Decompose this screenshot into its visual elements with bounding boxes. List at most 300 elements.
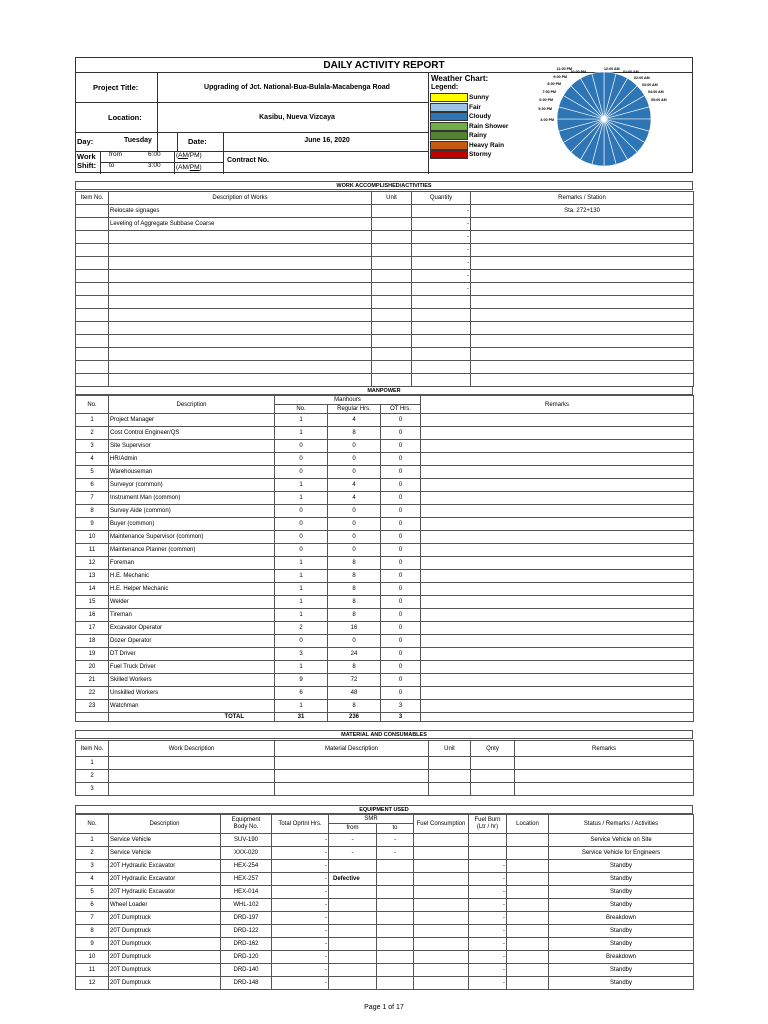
work-item-no [76,218,109,231]
eq-body-no: HEX-014 [221,886,272,899]
mp-regular: 24 [328,648,381,661]
eq-body-no: HEX-257 [221,873,272,886]
mp-regular: 8 [328,609,381,622]
mp-no: 13 [76,570,109,583]
mp-header-mh-no: No. [275,405,328,414]
eq-fuel [414,899,469,912]
mat-item-no: 3 [76,783,109,796]
eq-total-hrs: - [272,847,329,860]
work-row [76,283,694,296]
legend-item [430,131,508,141]
eq-status: Standby [549,873,694,886]
mp-count: 1 [275,583,328,596]
eq-header-location: Location [507,815,549,834]
eq-total-hrs: - [272,834,329,847]
work-row [76,374,694,387]
eq-total-hrs: - [272,977,329,990]
work-row [76,348,694,361]
day-label: Day: [77,137,94,146]
mp-ot: 0 [381,635,421,648]
legend-label-text: Rain Shower [469,122,509,130]
mp-ot: 0 [381,609,421,622]
eq-desc: 20T Dumptruck [109,925,221,938]
eq-header-fuel: Fuel Consumption [414,815,469,834]
mp-no: 12 [76,557,109,570]
eq-body-no: SUV-190 [221,834,272,847]
work-unit [372,270,412,283]
eq-status: Breakdown [549,912,694,925]
work-remarks: Sta. 272+130 [471,205,694,218]
equipment-row [76,860,694,873]
mp-no: 7 [76,492,109,505]
work-row [76,205,694,218]
mp-regular: 0 [328,440,381,453]
mat-header-material: Material Description [275,741,429,757]
mp-desc: Skilled Workers [109,674,275,687]
work-unit [372,218,412,231]
work-row [76,322,694,335]
eq-total-hrs: - [272,964,329,977]
eq-fuel [414,925,469,938]
mp-remarks [421,570,694,583]
eq-smr-to [377,951,414,964]
legend-item [430,103,508,113]
eq-no: 5 [76,886,109,899]
mp-count: 1 [275,570,328,583]
manpower-row [76,570,694,583]
equipment-row [76,964,694,977]
eq-burn: - [469,951,507,964]
work-qty: - [412,244,471,257]
manpower-row [76,414,694,427]
mp-ot: 0 [381,492,421,505]
materials-table [75,740,694,796]
work-desc [109,244,372,257]
mp-count: 2 [275,622,328,635]
eq-header-from: from [329,824,377,834]
mp-ot: 0 [381,622,421,635]
work-row [76,335,694,348]
eq-burn: - [469,873,507,886]
from-label: from [109,151,122,158]
work-shift-label-1: Work [77,152,96,161]
eq-location [507,834,549,847]
mp-no: 10 [76,531,109,544]
work-desc [109,231,372,244]
eq-smr-from [329,977,377,990]
mp-remarks [421,505,694,518]
eq-smr-to: - [377,834,414,847]
eq-smr-to [377,938,414,951]
mp-ot: 0 [381,661,421,674]
mp-ot: 0 [381,479,421,492]
eq-burn: - [469,938,507,951]
work-qty: - [412,257,471,270]
work-item-no [76,361,109,374]
work-item-no [76,348,109,361]
eq-desc: 20T Hydraulic Excavator [109,860,221,873]
mp-ot: 0 [381,596,421,609]
materials-header-row [76,741,694,757]
manpower-table [75,395,694,722]
eq-fuel [414,847,469,860]
eq-body-no: WHL-102 [221,899,272,912]
eq-header-body [221,815,272,834]
work-desc: Relocate signages [109,205,372,218]
eq-status: Standby [549,977,694,990]
equipment-row [76,925,694,938]
mat-unit [429,783,471,796]
manpower-row [76,479,694,492]
work-remarks [471,231,694,244]
work-header-qty: Quantity [412,192,471,205]
eq-total-hrs: - [272,899,329,912]
mp-regular: 0 [328,466,381,479]
mp-total-regular: 236 [328,713,381,722]
eq-smr-from [329,912,377,925]
manpower-row [76,453,694,466]
mp-ot: 0 [381,557,421,570]
work-remarks [471,374,694,387]
clock-label: 12:00 AM [604,67,620,71]
mp-desc: Maintenance Planner (common) [109,544,275,557]
mp-desc: Tireman [109,609,275,622]
eq-no: 4 [76,873,109,886]
mp-ot: 0 [381,648,421,661]
eq-smr-to [377,925,414,938]
mp-regular: 4 [328,479,381,492]
eq-no: 7 [76,912,109,925]
materials-section-title: MATERIAL AND CONSUMABLES [75,730,693,739]
mp-ot: 0 [381,583,421,596]
work-unit [372,283,412,296]
eq-smr-to: - [377,847,414,860]
mp-remarks [421,466,694,479]
mp-remarks [421,531,694,544]
eq-burn: - [469,925,507,938]
eq-location [507,912,549,925]
eq-header-burn-2: (Ltr / hr) [476,824,499,830]
eq-smr-to [377,912,414,925]
report-title: DAILY ACTIVITY REPORT [75,57,693,73]
work-remarks [471,348,694,361]
eq-status: Service Vehicle for Engineers [549,847,694,860]
work-qty [412,322,471,335]
work-header-unit: Unit [372,192,412,205]
eq-location [507,951,549,964]
mp-ot: 0 [381,505,421,518]
work-unit [372,335,412,348]
mp-remarks [421,557,694,570]
eq-fuel [414,964,469,977]
eq-desc: 20T Dumptruck [109,977,221,990]
mat-remarks [515,757,694,770]
equipment-row [76,834,694,847]
legend-swatch [430,141,468,150]
mp-no: 11 [76,544,109,557]
eq-no: 8 [76,925,109,938]
eq-smr-from [329,860,377,873]
mp-desc: Maintenance Supervisor (common) [109,531,275,544]
eq-desc: 20T Dumptruck [109,938,221,951]
eq-smr-from [329,899,377,912]
day-value: Tuesday [124,137,152,144]
mp-count: 1 [275,596,328,609]
mp-regular: 0 [328,531,381,544]
eq-header-status: Status / Remarks / Activities [549,815,694,834]
manpower-row [76,648,694,661]
mp-count: 1 [275,479,328,492]
clock-label: 11:00 PM [556,67,572,71]
clock-label: 01:00 AM [623,70,639,74]
legend-label: Legend: [431,84,459,91]
contract-label: Contract No. [227,157,269,164]
eq-location [507,964,549,977]
eq-status: Standby [549,938,694,951]
mp-desc: Fuel Truck Driver [109,661,275,674]
date-value: June 16, 2020 [304,137,350,144]
eq-smr-to [377,977,414,990]
from-am-selected: AM [178,152,188,159]
eq-location [507,847,549,860]
mp-regular: 16 [328,622,381,635]
eq-location [507,860,549,873]
mp-desc: Dozer Operator [109,635,275,648]
project-header [75,67,693,173]
equipment-row [76,938,694,951]
mp-count: 0 [275,466,328,479]
mp-count: 0 [275,635,328,648]
work-desc [109,309,372,322]
eq-burn: - [469,860,507,873]
eq-total-hrs: - [272,886,329,899]
mp-no: 9 [76,518,109,531]
mp-remarks [421,492,694,505]
mp-total-label: TOTAL [109,713,275,722]
equipment-row [76,977,694,990]
eq-total-hrs: - [272,912,329,925]
work-unit [372,348,412,361]
page-footer: Page 1 of 17 [364,1004,404,1011]
work-qty [412,361,471,374]
mp-ot: 0 [381,687,421,700]
mp-count: 0 [275,440,328,453]
to-label: to [109,162,115,169]
mp-regular: 0 [328,505,381,518]
mp-regular: 0 [328,544,381,557]
work-item-no [76,270,109,283]
eq-header-body-1: Equipment [231,817,261,823]
mp-count: 9 [275,674,328,687]
manpower-header-row-1 [76,396,694,405]
mp-no: 20 [76,661,109,674]
mp-remarks [421,622,694,635]
to-time: 3:00 [148,162,161,169]
material-row [76,757,694,770]
legend-swatch [430,112,468,121]
work-header-row [76,192,694,205]
mp-count: 1 [275,661,328,674]
mp-regular: 72 [328,674,381,687]
legend-item [430,93,508,103]
eq-smr-from: - [329,834,377,847]
mat-item-no: 2 [76,770,109,783]
work-item-no [76,244,109,257]
eq-status: Standby [549,899,694,912]
manpower-row [76,687,694,700]
to-pm-selected: PM [189,164,200,171]
work-item-no [76,335,109,348]
legend-swatch [430,150,468,159]
work-row [76,361,694,374]
eq-no: 3 [76,860,109,873]
work-remarks [471,257,694,270]
mp-ot: 0 [381,453,421,466]
work-remarks [471,296,694,309]
mp-desc: H.E. Mechanic [109,570,275,583]
mp-regular: 8 [328,427,381,440]
work-unit [372,244,412,257]
work-remarks [471,283,694,296]
mp-ot: 0 [381,531,421,544]
equipment-row [76,873,694,886]
work-desc [109,348,372,361]
eq-header-no: No. [76,815,109,834]
work-remarks [471,270,694,283]
eq-no: 9 [76,938,109,951]
weather-chart-label: Weather Chart: [431,74,489,83]
manpower-row [76,635,694,648]
work-desc [109,322,372,335]
mp-count: 1 [275,427,328,440]
mat-header-unit: Unit [429,741,471,757]
eq-fuel [414,834,469,847]
equipment-table [75,814,694,990]
legend-label-text: Heavy Rain [469,141,505,149]
mat-qnty [471,783,515,796]
mp-header-no: No. [76,396,109,414]
mp-count: 0 [275,518,328,531]
mat-unit [429,757,471,770]
mp-remarks [421,544,694,557]
clock-label: 10:00 PM [570,70,586,74]
work-qty [412,348,471,361]
mp-remarks [421,609,694,622]
eq-total-hrs: - [272,860,329,873]
manpower-row [76,700,694,713]
eq-burn: - [469,964,507,977]
eq-body-no: HEX-254 [221,860,272,873]
mp-desc: Foreman [109,557,275,570]
work-unit [372,322,412,335]
location-value: Kasibu, Nueva Vizcaya [259,114,335,121]
eq-smr-from [329,925,377,938]
mp-desc: HR/Admin [109,453,275,466]
mat-header-remarks: Remarks [515,741,694,757]
equipment-row [76,951,694,964]
work-item-no [76,322,109,335]
to-ampm-rest: (AM/ [176,164,190,171]
work-desc [109,270,372,283]
work-shift-label-2: Shift: [77,161,97,170]
mp-remarks [421,440,694,453]
legend-swatch [430,93,468,102]
material-row [76,783,694,796]
work-unit [372,257,412,270]
work-qty [412,335,471,348]
work-qty [412,374,471,387]
work-item-no [76,205,109,218]
mp-count: 1 [275,700,328,713]
manpower-row [76,505,694,518]
mat-work [109,770,275,783]
mp-regular: 4 [328,492,381,505]
mp-ot: 0 [381,674,421,687]
eq-header-total: Total Oprtnl Hrs. [272,815,329,834]
equipment-row [76,899,694,912]
location-label: Location: [108,113,142,122]
mp-no: 2 [76,427,109,440]
eq-location [507,977,549,990]
eq-burn [469,834,507,847]
work-row [76,244,694,257]
work-item-no [76,296,109,309]
eq-status: Standby [549,886,694,899]
eq-smr-to [377,860,414,873]
mp-remarks [421,596,694,609]
mp-desc: Site Supervisor [109,440,275,453]
eq-fuel [414,912,469,925]
work-unit [372,296,412,309]
work-qty: - [412,270,471,283]
eq-burn [469,847,507,860]
work-desc [109,361,372,374]
eq-smr-to [377,964,414,977]
mp-count: 0 [275,531,328,544]
eq-total-hrs: - [272,925,329,938]
mp-desc: Project Manager [109,414,275,427]
eq-body-no: DRD-148 [221,977,272,990]
mp-desc: Surveyor (common) [109,479,275,492]
manpower-row [76,427,694,440]
legend-label-text: Rainy [469,132,487,140]
manpower-row [76,596,694,609]
manpower-row [76,661,694,674]
mp-desc: Buyer (common) [109,518,275,531]
to-ampm: (AM/PM) [176,164,202,171]
manpower-row [76,544,694,557]
eq-desc: 20T Hydraulic Excavator [109,873,221,886]
eq-body-no: DRD-197 [221,912,272,925]
equipment-row [76,886,694,899]
manpower-row [76,622,694,635]
mp-no: 17 [76,622,109,635]
mp-desc: Instrument Man (common) [109,492,275,505]
manpower-row [76,583,694,596]
mp-count: 0 [275,453,328,466]
mp-count: 0 [275,544,328,557]
mat-qnty [471,770,515,783]
work-item-no [76,309,109,322]
mp-regular: 8 [328,583,381,596]
equipment-row [76,912,694,925]
eq-smr-from: - [329,847,377,860]
mp-ot: 0 [381,427,421,440]
mp-header-manhours: Manhours [275,396,421,405]
eq-fuel [414,873,469,886]
eq-status: Breakdown [549,951,694,964]
clock-label: 6:00 PM [539,98,553,102]
